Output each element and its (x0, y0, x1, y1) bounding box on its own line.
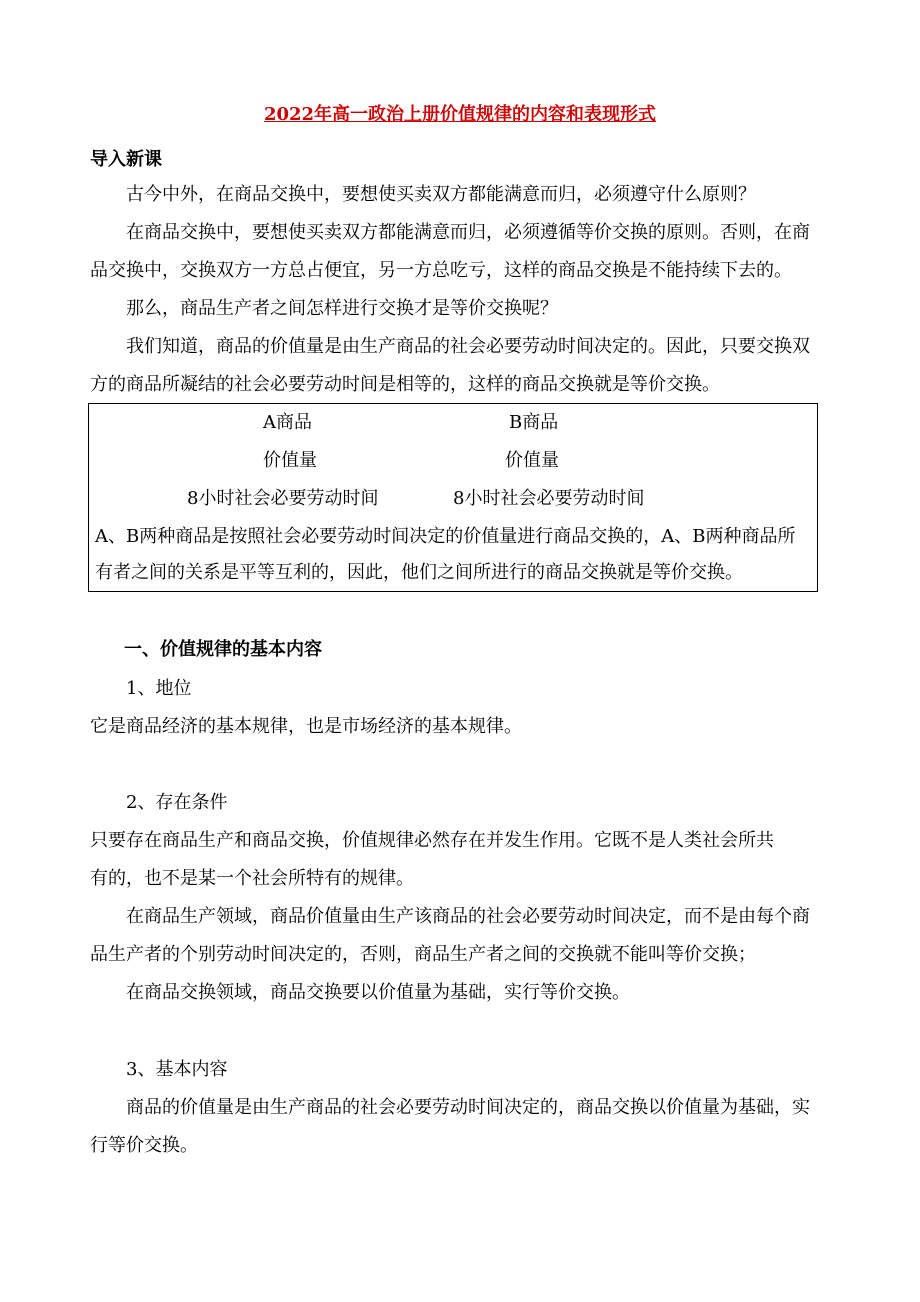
b-goods-label: B商品 (509, 412, 559, 433)
section-1-heading: 一、价值规律的基本内容 (124, 639, 322, 660)
subsection-1-heading: 1、地位 (126, 678, 192, 699)
subsection-2-paragraph-1-line-2: 有的，也不是某一个社会所特有的规律。 (90, 868, 414, 889)
a-value-label: 价值量 (263, 450, 317, 471)
a-time-label: 8小时社会必要劳动时间 (187, 488, 379, 509)
subsection-2-paragraph-2-line-1: 在商品生产领域，商品价值量由生产该商品的社会必要劳动时间决定，而不是由每个商 (126, 906, 810, 927)
intro-heading: 导入新课 (90, 149, 162, 170)
intro-paragraph-1: 古今中外，在商品交换中，要想使买卖双方都能满意而归，必须遵守什么原则？ (126, 184, 756, 205)
subsection-2-heading: 2、存在条件 (126, 792, 228, 813)
intro-paragraph-4-line-2: 方的商品所凝结的社会必要劳动时间是相等的，这样的商品交换就是等价交换。 (90, 374, 720, 395)
subsection-3-paragraph-line-2: 行等价交换。 (90, 1135, 198, 1156)
intro-paragraph-4-line-1: 我们知道，商品的价值量是由生产商品的社会必要劳动时间决定的。因此，只要交换双 (126, 336, 810, 357)
intro-paragraph-2-line-2: 品交换中，交换双方一方总占便宜，另一方总吃亏，这样的商品交换是不能持续下去的。 (90, 260, 792, 281)
document-title: 2022年高一政治上册价值规律的内容和表现形式 (263, 104, 657, 125)
subsection-3-paragraph-line-1: 商品的价值量是由生产商品的社会必要劳动时间决定的，商品交换以价值量为基础，实 (126, 1097, 810, 1118)
subsection-2-paragraph-3: 在商品交换领域，商品交换要以价值量为基础，实行等价交换。 (126, 982, 630, 1003)
subsection-3-heading: 3、基本内容 (126, 1059, 228, 1080)
subsection-2-paragraph-2-line-2: 品生产者的个别劳动时间决定的，否则，商品生产者之间的交换就不能叫等价交换； (90, 944, 756, 965)
subsection-2-paragraph-1-line-1: 只要存在商品生产和商品交换，价值规律必然存在并发生作用。它既不是人类社会所共 (90, 830, 774, 851)
b-value-label: 价值量 (505, 450, 559, 471)
subsection-1-text: 它是商品经济的基本规律，也是市场经济的基本规律。 (90, 716, 522, 737)
box-conclusion-line-1: A、B两种商品是按照社会必要劳动时间决定的价值量进行商品交换的，A、B两种商品所 (95, 526, 796, 547)
intro-paragraph-3: 那么，商品生产者之间怎样进行交换才是等价交换呢？ (126, 298, 558, 319)
box-conclusion-line-2: 有者之间的关系是平等互利的，因此，他们之间所进行的商品交换就是等价交换。 (95, 562, 743, 583)
intro-paragraph-2-line-1: 在商品交换中，要想使买卖双方都能满意而归，必须遵循等价交换的原则。否则，在商 (126, 222, 810, 243)
b-time-label: 8小时社会必要劳动时间 (453, 488, 645, 509)
comparison-box (88, 403, 818, 592)
a-goods-label: A商品 (263, 412, 312, 433)
